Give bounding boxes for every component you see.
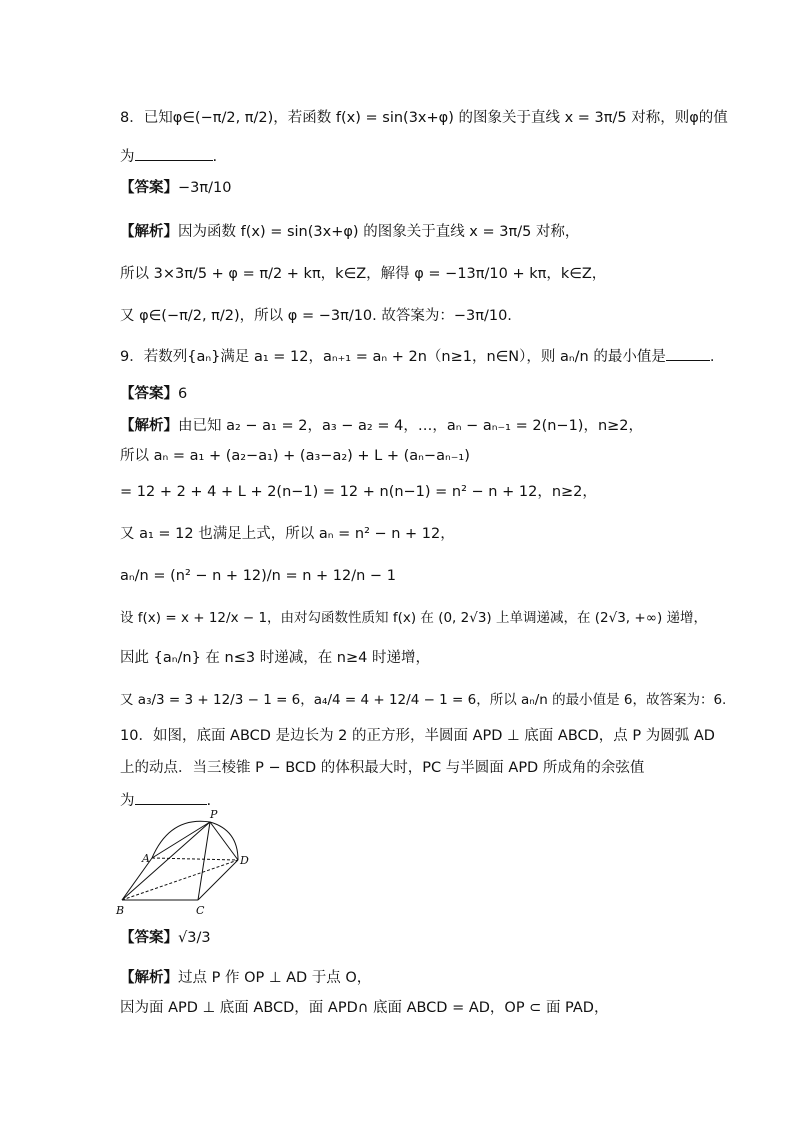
q9-analysis-8: 又 a₃/3 = 3 + 12/3 − 1 = 6，a₄/4 = 4 + 12/4 − 1 = 6，所以 aₙ/n 的最小值是 6，故答案为：6.	[120, 692, 727, 708]
edge-PC	[198, 822, 210, 900]
q10-analysis-1	[120, 968, 371, 988]
edge-CD	[198, 860, 238, 900]
q8-answer-blank[interactable]	[135, 146, 213, 161]
edge-PA	[152, 822, 210, 858]
period: .	[212, 149, 218, 165]
q10-analysis-2: 因为面 APD ⊥ 底面 ABCD，面 APD∩ 底面 ABCD = AD，OP ⊂ 面 PAD，	[120, 1000, 609, 1016]
q9-analysis-text-1: 由已知 a₂ − a₁ = 2，a₃ − a₂ = 4，…，aₙ − aₙ₋₁ = 2(n−1)，n≥2，	[178, 418, 644, 434]
semicircle-arc	[152, 821, 238, 860]
pyramid-figure	[112, 808, 252, 918]
label-C: C	[196, 904, 205, 917]
label-B: B	[116, 904, 125, 917]
q8-analysis-2: 所以 3×3π/5 + φ = π/2 + kπ，k∈Z，解得 φ = −13π/10 + kπ，k∈Z，	[120, 266, 607, 282]
q9-analysis-5: aₙ/n = (n² − n + 12)/n = n + 12/n − 1	[120, 568, 396, 584]
q9-analysis-2: 所以 aₙ = a₁ + (a₂−a₁) + (a₃−a₂) + L + (aₙ−aₙ₋₁)	[120, 448, 470, 464]
q10-stem-1: 10．如图，底面 ABCD 是边长为 2 的正方形，半圆面 APD ⊥ 底面 ABCD，点 P 为圆弧 AD	[120, 728, 715, 744]
q9-answer	[120, 384, 187, 404]
q8-stem-line2	[120, 146, 217, 167]
q9-analysis-6: 设 f(x) = x + 12/x − 1，由对勾函数性质知 f(x) 在 (0, 2√3) 上单调递减，在 (2√3, +∞) 递增，	[120, 610, 708, 626]
q9-analysis-3: = 12 + 2 + 4 + L + 2(n−1) = 12 + n(n−1) = n² − n + 12，n≥2，	[120, 484, 597, 500]
q8-stem: 8．已知φ∈(−π/2, π/2)，若函数 f(x) = sin(3x+φ) 的图象关于直线 x = 3π/5 对称，则φ的值	[120, 110, 728, 126]
q9-stem	[120, 346, 714, 367]
q9-analysis-7: 因此 {aₙ/n} 在 n≤3 时递减，在 n≥4 时递增，	[120, 650, 430, 666]
q10-answer-blank[interactable]	[135, 790, 207, 805]
q8-answer-value: −3π/10	[178, 180, 232, 196]
q8-stem-wei: 为	[120, 149, 135, 165]
q9-stem-text: 9．若数列{aₙ}满足 a₁ = 12，aₙ₊₁ = aₙ + 2n（n≥1，n∈N），则 aₙ/n 的最小值是	[120, 349, 666, 365]
q10-answer	[120, 928, 211, 948]
answer-label: 【答案】	[120, 930, 178, 946]
answer-label: 【答案】	[120, 180, 178, 196]
edge-AD	[152, 858, 238, 860]
q8-answer	[120, 178, 231, 198]
analysis-label: 【解析】	[120, 418, 178, 434]
q9-answer-blank[interactable]	[666, 346, 710, 361]
period: .	[206, 793, 212, 809]
period: .	[709, 349, 715, 365]
q10-analysis-text-1: 过点 P 作 OP ⊥ AD 于点 O，	[178, 970, 372, 986]
q8-analysis-3: 又 φ∈(−π/2, π/2)，所以 φ = −3π/10. 故答案为：−3π/10.	[120, 308, 512, 324]
q10-answer-value: √3/3	[178, 930, 211, 946]
label-P: P	[210, 808, 218, 821]
edge-BD	[122, 860, 238, 900]
analysis-label: 【解析】	[120, 970, 178, 986]
q10-stem-wei: 为	[120, 793, 135, 809]
answer-label: 【答案】	[120, 386, 178, 402]
q9-answer-value: 6	[178, 386, 188, 402]
label-D: D	[240, 854, 249, 867]
q10-stem-2: 上的动点．当三棱锥 P − BCD 的体积最大时，PC 与半圆面 APD 所成角的余弦值	[120, 760, 645, 776]
analysis-label: 【解析】	[120, 224, 178, 240]
q8-analysis-text-1: 因为函数 f(x) = sin(3x+φ) 的图象关于直线 x = 3π/5 对称，	[178, 224, 580, 240]
q9-analysis-1	[120, 416, 643, 436]
label-A: A	[142, 852, 150, 865]
edge-PB	[122, 822, 210, 900]
q8-analysis-1	[120, 222, 579, 242]
q9-analysis-4: 又 a₁ = 12 也满足上式，所以 aₙ = n² − n + 12，	[120, 526, 455, 542]
